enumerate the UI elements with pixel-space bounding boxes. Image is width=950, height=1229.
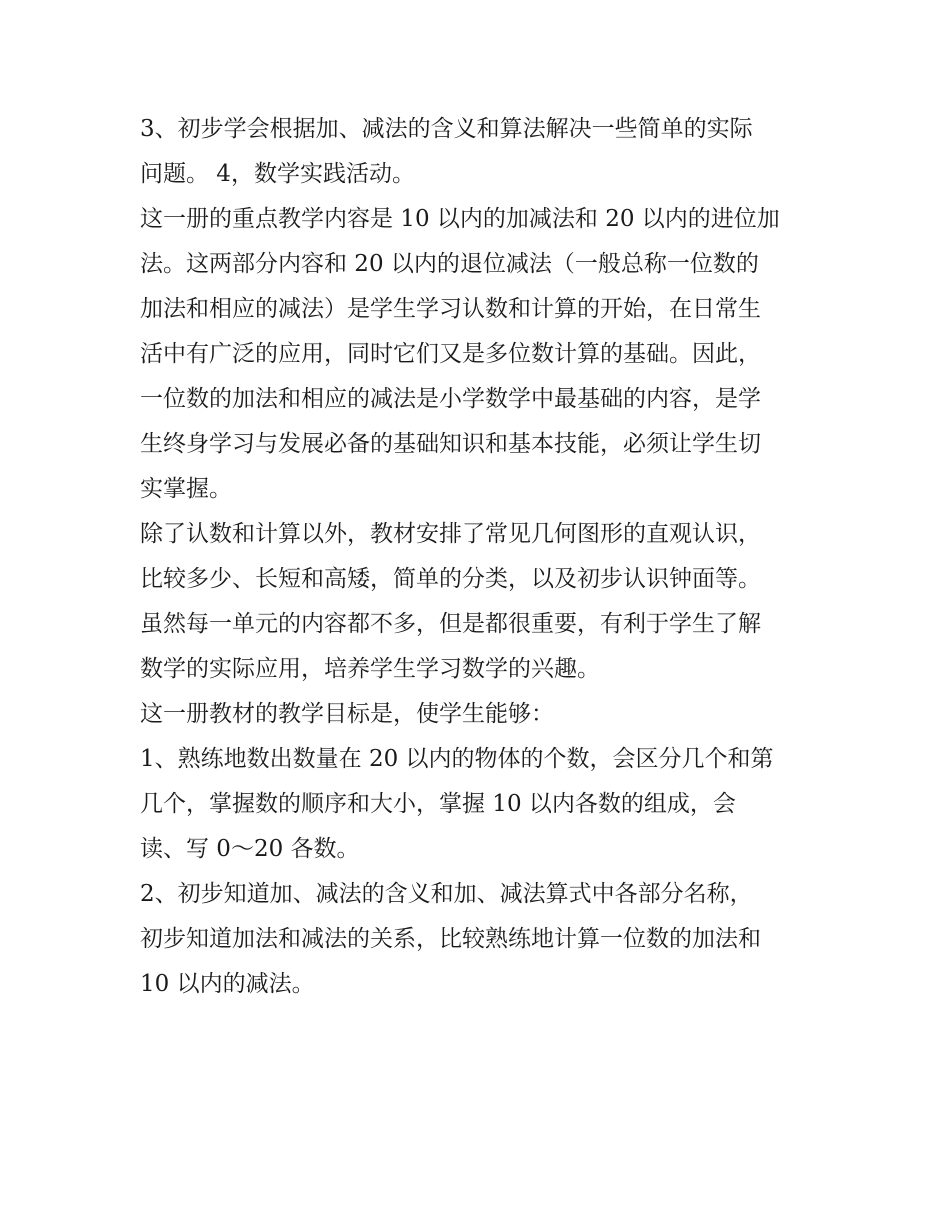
text-line: 加法和相应的减法）是学生学习认数和计算的开始，在日常生 (140, 296, 761, 322)
text-line: 实掌握。 (140, 476, 232, 502)
text-line: 虽然每一单元的内容都不多，但是都很重要，有利于学生了解 (140, 611, 761, 637)
text-line: 1、熟练地数出数量在 20 以内的物体的个数，会区分几个和第 (140, 746, 774, 772)
text-line: 活中有广泛的应用，同时它们又是多位数计算的基础。因此， (140, 341, 761, 367)
text-line: 这一册的重点教学内容是 10 以内的加减法和 20 以内的进位加 (140, 206, 780, 232)
text-line: 初步知道加法和减法的关系，比较熟练地计算一位数的加法和 (140, 926, 761, 952)
text-line: 几个，掌握数的顺序和大小，掌握 10 以内各数的组成，会 (140, 791, 736, 817)
text-line: 比较多少、长短和高矮，简单的分类，以及初步认识钟面等。 (140, 566, 761, 592)
text-line: 3、初步学会根据加、减法的含义和算法解决一些简单的实际 (140, 116, 753, 142)
text-line: 除了认数和计算以外，教材安排了常见几何图形的直观认识， (140, 521, 761, 547)
text-line: 10 以内的减法。 (140, 971, 315, 997)
document-body (140, 107, 812, 1007)
text-line: 这一册教材的教学目标是，使学生能够： (140, 701, 554, 727)
text-line: 数学的实际应用，培养学生学习数学的兴趣。 (140, 656, 600, 682)
text-line: 读、写 0～20 各数。 (140, 836, 360, 862)
text-line: 问题。 4，数学实践活动。 (140, 161, 415, 187)
text-line: 生终身学习与发展必备的基础知识和基本技能，必须让学生切 (140, 431, 761, 457)
text-line: 2、初步知道加、减法的含义和加、减法算式中各部分名称， (140, 881, 753, 907)
text-line: 一位数的加法和相应的减法是小学数学中最基础的内容，是学 (140, 386, 761, 412)
text-line: 法。这两部分内容和 20 以内的退位减法（一般总称一位数的 (140, 251, 759, 277)
